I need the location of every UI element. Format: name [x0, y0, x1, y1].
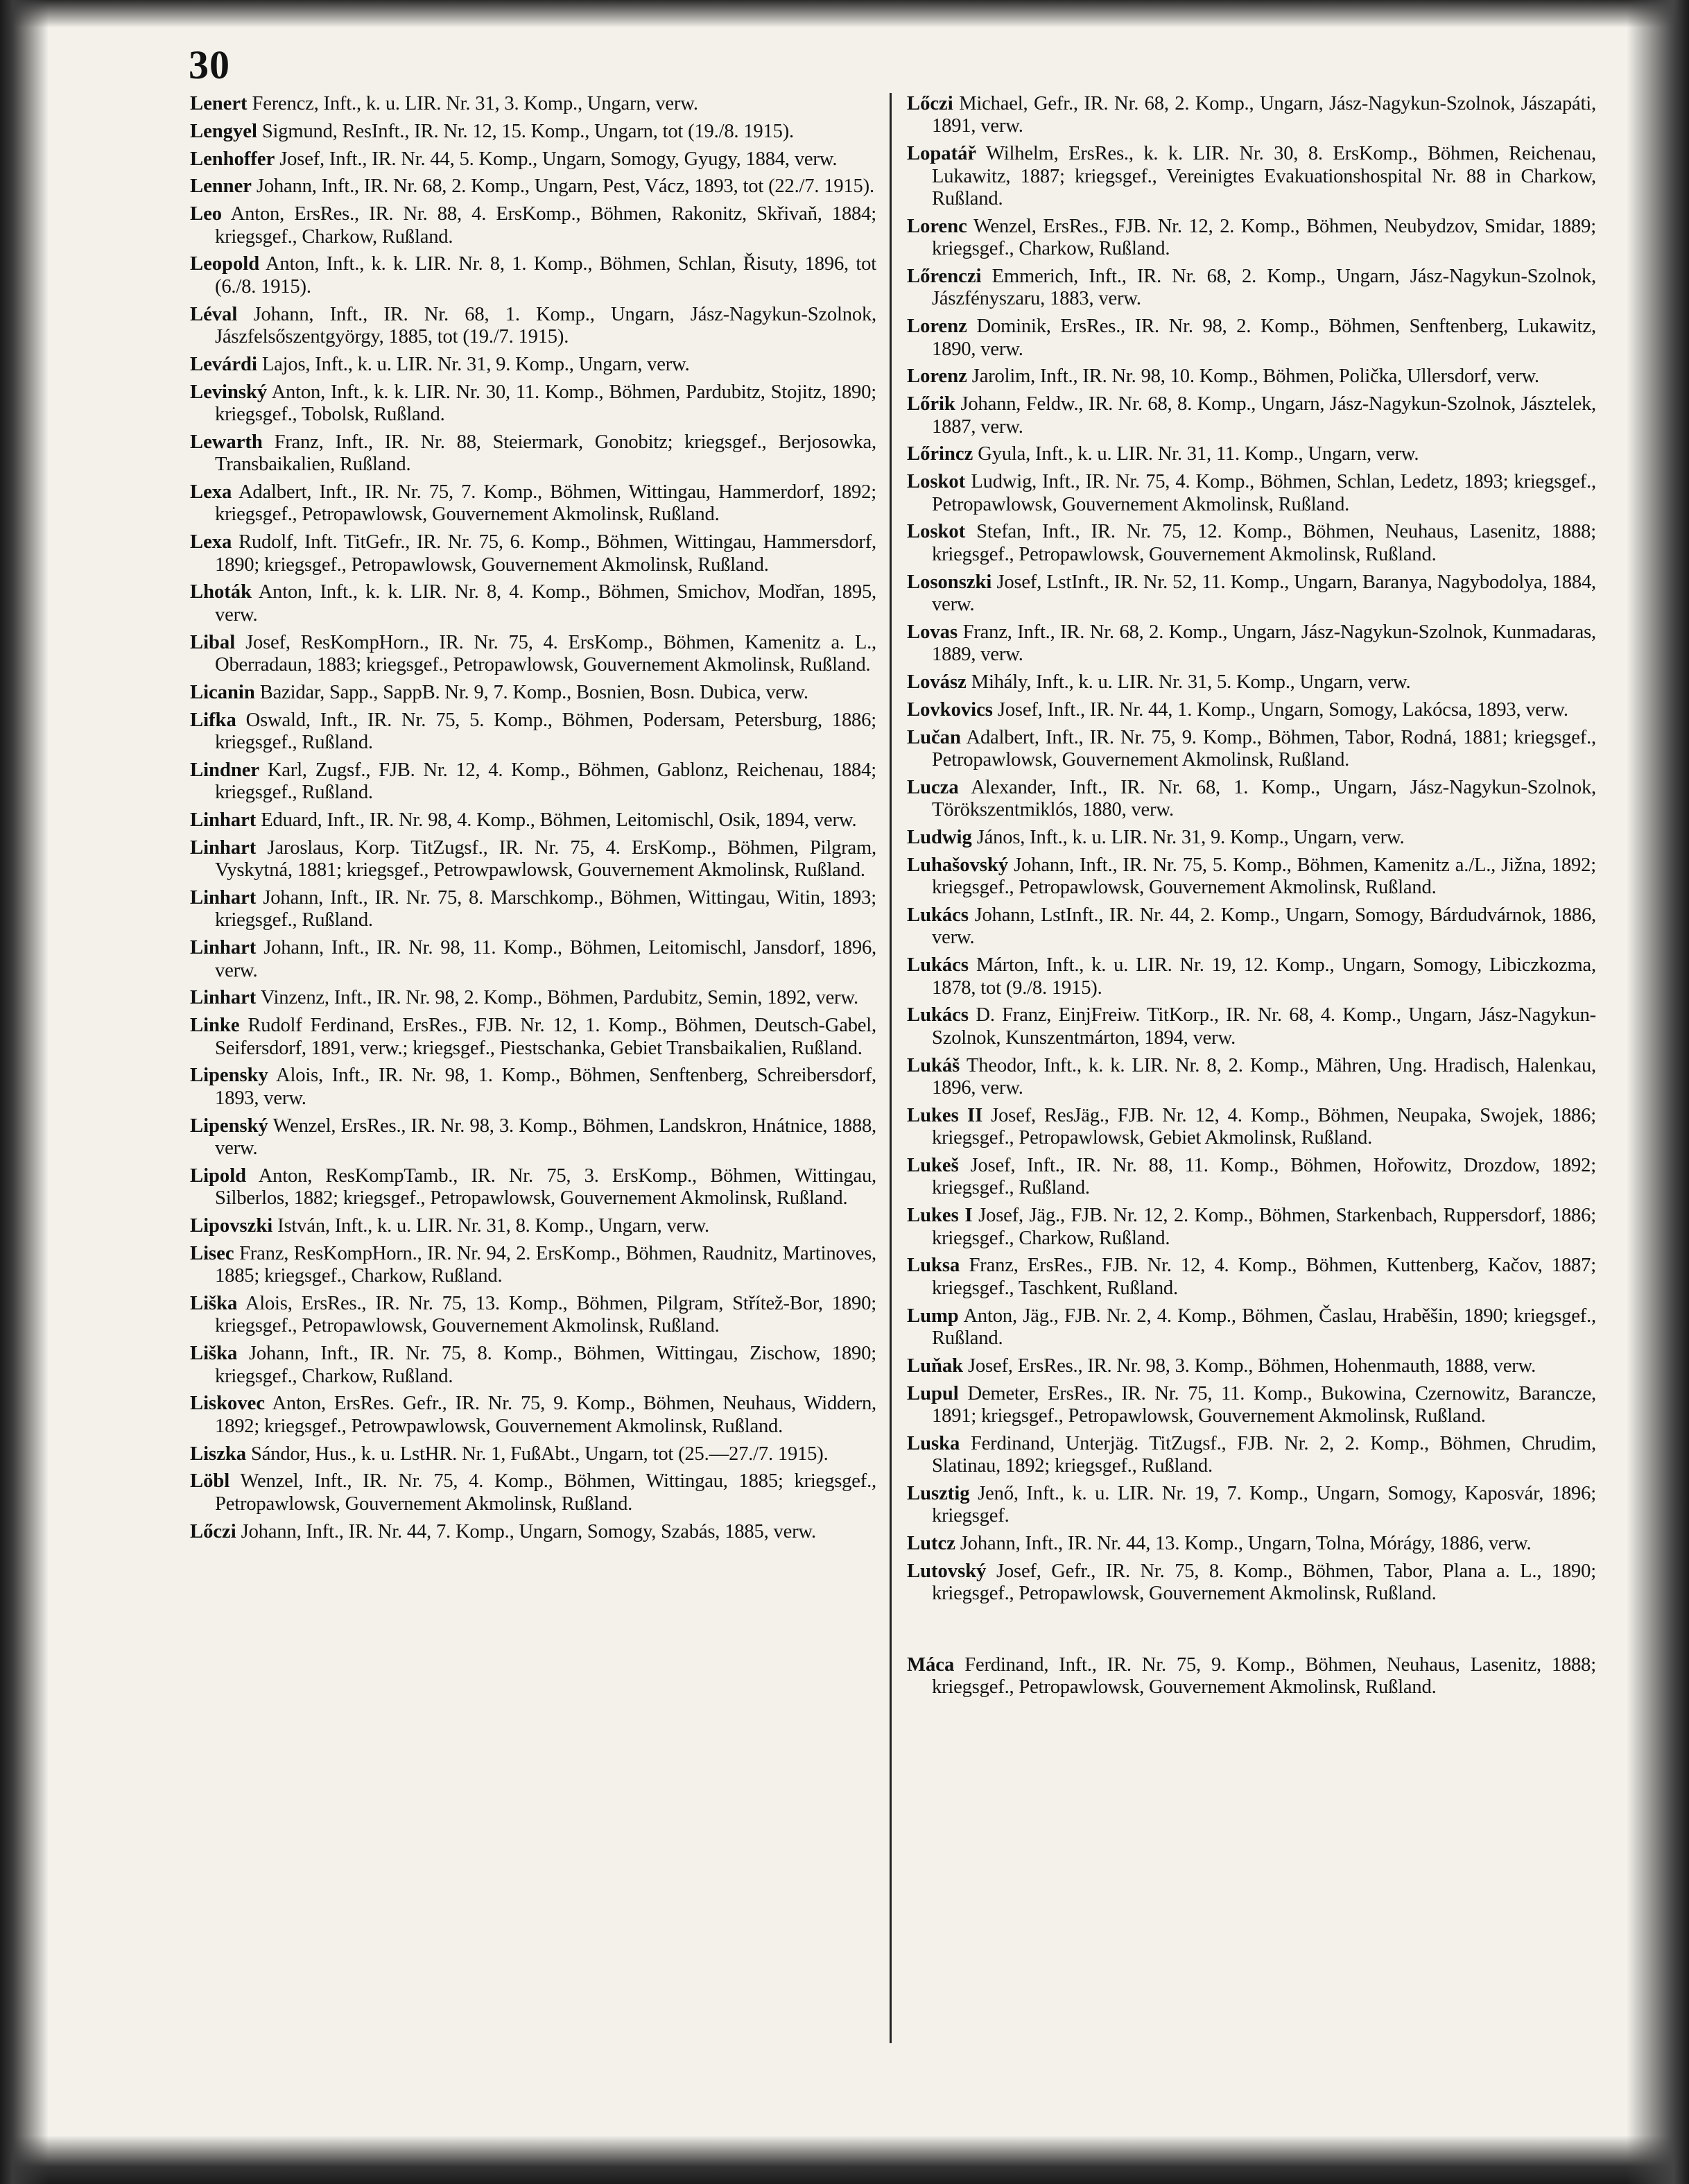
entry-surname: Lőczi — [907, 93, 953, 114]
list-entry — [190, 1015, 876, 1060]
list-entry — [190, 809, 876, 832]
list-entry — [190, 481, 876, 526]
entry-surname: Lukes II — [907, 1104, 983, 1126]
list-entry — [190, 148, 876, 171]
list-entry — [907, 571, 1596, 617]
list-entry — [190, 1165, 876, 1210]
list-entry — [190, 837, 876, 882]
entry-details: Wenzel, ErsRes., IR. Nr. 98, 3. Komp., Böhmen, Landskron, Hnátnice, 1888, verw. — [215, 1115, 876, 1160]
list-entry — [190, 354, 876, 376]
entry-details: Franz, Inft., IR. Nr. 88, Steiermark, Gonobitz; kriegsgef., Berjosowka, Transbaikalien, Rußland. — [215, 431, 876, 476]
entry-details: Franz, Inft., IR. Nr. 68, 2. Komp., Ungarn, Jász-Nagykun-Szolnok, Kunmadaras, 1889, verw. — [932, 621, 1596, 666]
entry-details: Eduard, Inft., IR. Nr. 98, 4. Komp., Böhmen, Leitomischl, Osik, 1894, verw. — [256, 809, 857, 832]
entry-surname: Liška — [190, 1293, 238, 1315]
list-entry — [907, 1533, 1596, 1555]
entry-details: Sigmund, ResInft., IR. Nr. 12, 15. Komp., Ungarn, tot (19./8. 1915). — [257, 120, 794, 142]
entry-surname: Liška — [190, 1343, 238, 1365]
entry-details: Oswald, Inft., IR. Nr. 75, 5. Komp., Böhmen, Podersam, Petersburg, 1886; kriegsgef., Rußland. — [215, 709, 876, 754]
list-entry — [907, 1055, 1596, 1100]
entry-details: Mihály, Inft., k. u. LIR. Nr. 31, 5. Komp., Ungarn, verw. — [966, 671, 1411, 694]
entry-details: Emmerich, Inft., IR. Nr. 68, 2. Komp., Ungarn, Jász-Nagykun-Szolnok, Jászfényszaru, 1883, verw. — [932, 266, 1596, 310]
entry-surname: Linhart — [190, 937, 257, 959]
entry-details: Johann, Inft., IR. Nr. 75, 5. Komp., Böhmen, Kamenitz a./L., Jižna, 1892; kriegsgef., Petropawlowsk, Gouvernement Akmolinsk, Rußland. — [932, 854, 1596, 899]
entry-details: Johann, LstInft., IR. Nr. 44, 2. Komp., Ungarn, Somogy, Bárdudvárnok, 1886, verw. — [932, 904, 1596, 949]
list-entry — [190, 381, 876, 427]
entry-details: Johann, Inft., IR. Nr. 75, 8. Marschkomp., Böhmen, Wittingau, Witin, 1893; kriegsgef., Rußland. — [215, 887, 876, 931]
entry-surname: Ludwig — [907, 827, 972, 849]
entry-surname: Lőrik — [907, 393, 955, 415]
list-entry — [190, 1521, 876, 1543]
entry-surname: Losonszki — [907, 571, 992, 593]
entry-details: Ludwig, Inft., IR. Nr. 75, 4. Komp., Böhmen, Schlan, Ledetz, 1893; kriegsgef., Petropawlowsk, Gouvernement Akmolinsk, Rußland. — [932, 471, 1596, 515]
entry-details: Michael, Gefr., IR. Nr. 68, 2. Komp., Ungarn, Jász-Nagykun-Szolnok, Jászapáti, 1891, verw. — [932, 93, 1596, 137]
entry-details: Wenzel, Inft., IR. Nr. 75, 4. Komp., Böhmen, Wittingau, 1885; kriegsgef., Petropawlowsk, Gouvernement Akmolinsk, Rußland. — [215, 1470, 876, 1515]
entry-surname: Lovkovics — [907, 698, 993, 721]
list-entry — [190, 682, 876, 704]
entry-details: Josef, Gefr., IR. Nr. 75, 8. Komp., Böhmen, Tabor, Plana a. L., 1890; kriegsgef., Petropawlowsk, Gouvernement Akmolinsk, Rußland. — [932, 1560, 1596, 1605]
entry-details: István, Inft., k. u. LIR. Nr. 31, 8. Komp., Ungarn, verw. — [272, 1215, 709, 1237]
entry-surname: Luksa — [907, 1255, 960, 1277]
entry-details: Johann, Feldw., IR. Nr. 68, 8. Komp., Ungarn, Jász-Nagykun-Szolnok, Jásztelek, 1887, verw. — [932, 393, 1596, 438]
list-entry — [190, 1115, 876, 1160]
list-entry — [907, 727, 1596, 772]
entry-surname: Licanin — [190, 681, 255, 703]
entry-surname: Lukács — [907, 954, 969, 977]
list-entry — [190, 253, 876, 298]
entry-surname: Linhart — [190, 987, 257, 1009]
entry-details: Anton, Inft., k. k. LIR. Nr. 30, 11. Komp., Böhmen, Pardubitz, Stojitz, 1890; kriegsgef., Tobolsk, Rußland. — [215, 381, 876, 425]
entry-surname: Luhašovský — [907, 854, 1009, 876]
entry-surname: Lutovský — [907, 1560, 987, 1583]
list-entry — [190, 304, 876, 349]
entry-details: Josef, Inft., IR. Nr. 44, 1. Komp., Ungarn, Somogy, Lakócsa, 1893, verw. — [992, 698, 1568, 721]
list-entry — [907, 1105, 1596, 1150]
list-entry — [907, 471, 1596, 516]
entry-details: D. Franz, EinjFreiw. TitKorp., IR. Nr. 68, 4. Komp., Ungarn, Jász-Nagykun-Szolnok, Kunszentmárton, 1894, verw. — [932, 1004, 1596, 1049]
entry-details: Gyula, Inft., k. u. LIR. Nr. 31, 11. Komp., Ungarn, verw. — [973, 443, 1419, 465]
entry-details: Johann, Inft., IR. Nr. 44, 13. Komp., Ungarn, Tolna, Mórágy, 1886, verw. — [955, 1533, 1532, 1555]
entry-surname: Lipensky — [190, 1065, 268, 1087]
entry-surname: Lovász — [907, 671, 967, 694]
entry-details: Josef, Jäg., FJB. Nr. 12, 2. Komp., Böhmen, Starkenbach, Ruppersdorf, 1886; kriegsgef., Charkow, Rußland. — [932, 1205, 1596, 1249]
entry-details: Josef, Inft., IR. Nr. 88, 11. Komp., Böhmen, Hořowitz, Drozdow, 1892; kriegsgef., Rußland. — [932, 1155, 1596, 1199]
entry-surname: Linhart — [190, 809, 257, 832]
entry-details: Ferencz, Inft., k. u. LIR. Nr. 31, 3. Komp., Ungarn, verw. — [247, 93, 698, 114]
entry-details: Anton, ErsRes. Gefr., IR. Nr. 75, 9. Komp., Böhmen, Neuhaus, Widdern, 1892; kriegsgef., Petrowpawlowsk, Gouvernement Akmolinsk, Rußland. — [215, 1393, 876, 1437]
list-entry — [907, 777, 1596, 822]
entry-surname: Lipenský — [190, 1115, 268, 1137]
list-entry — [907, 393, 1596, 438]
list-entry — [907, 1305, 1596, 1350]
page-number: 30 — [189, 42, 230, 87]
list-entry — [907, 1205, 1596, 1250]
column-divider — [890, 93, 892, 2043]
entry-surname: Lorenz — [907, 316, 967, 338]
entry-details: János, Inft., k. u. LIR. Nr. 31, 9. Komp., Ungarn, verw. — [971, 827, 1405, 849]
list-entry — [907, 266, 1596, 311]
entry-surname: Lipovszki — [190, 1215, 273, 1237]
entry-details: Jaroslaus, Korp. TitZugsf., IR. Nr. 75, 4. ErsKomp., Böhmen, Pilgram, Vyskytná, 1881; kriegsgef., Petrowpawlowsk, Gouvernement Akmolinsk, Rußland. — [215, 836, 876, 882]
list-entry — [907, 1560, 1596, 1606]
entry-surname: Loskot — [907, 521, 966, 543]
entry-surname: Linhart — [190, 836, 257, 859]
entry-surname: Lenert — [190, 93, 248, 114]
list-entry — [907, 1433, 1596, 1478]
entry-details: Franz, ErsRes., FJB. Nr. 12, 4. Komp., Böhmen, Kuttenberg, Kačov, 1887; kriegsgef., Taschkent, Rußland. — [932, 1255, 1596, 1299]
entry-details: Johann, Inft., IR. Nr. 68, 1. Komp., Ungarn, Jász-Nagykun-Szolnok, Jászfelsőszentgyörgy, 1885, tot (19./7. 1915). — [215, 303, 876, 347]
list-entry — [907, 621, 1596, 667]
list-entry — [190, 93, 876, 115]
entry-details: Josef, ResJäg., FJB. Nr. 12, 4. Komp., Böhmen, Neupaka, Swojek, 1886; kriegsgef., Petropawlowsk, Gebiet Akmolinsk, Rußland. — [932, 1104, 1596, 1149]
list-entry — [190, 1470, 876, 1515]
entry-surname: Lukeš — [907, 1155, 959, 1177]
list-entry — [190, 1065, 876, 1110]
entry-surname: Lőrenczi — [907, 266, 982, 288]
entry-details: Johann, Inft., IR. Nr. 98, 11. Komp., Böhmen, Leitomischl, Jansdorf, 1896, verw. — [215, 937, 876, 981]
list-entry — [907, 1155, 1596, 1200]
list-entry — [907, 827, 1596, 849]
entry-surname: Lump — [907, 1305, 959, 1327]
list-entry — [190, 431, 876, 476]
list-entry — [907, 1355, 1596, 1377]
list-entry — [907, 954, 1596, 999]
entry-details: Josef, ErsRes., IR. Nr. 98, 3. Komp., Böhmen, Hohenmauth, 1888, verw. — [963, 1355, 1536, 1377]
list-entry — [190, 581, 876, 626]
entry-details: Wenzel, ErsRes., FJB. Nr. 12, 2. Komp., Böhmen, Neubydzov, Smidar, 1889; kriegsgef., Charkow, Rußland. — [932, 215, 1596, 260]
entry-surname: Léval — [190, 303, 238, 325]
entry-details: Sándor, Hus., k. u. LstHR. Nr. 1, FußAbt., Ungarn, tot (25.—27./7. 1915). — [246, 1443, 829, 1465]
entry-surname: Lisec — [190, 1242, 234, 1264]
entry-surname: Lorenz — [907, 366, 967, 388]
entry-details: Josef, ResKompHorn., IR. Nr. 75, 4. ErsKomp., Böhmen, Kamenitz a. L., Oberradaun, 1883; kriegsgef., Petropawlowsk, Gouvernement Akmolinsk, Rußland. — [215, 631, 876, 676]
entry-details: Adalbert, Inft., IR. Nr. 75, 9. Komp., Böhmen, Tabor, Rodná, 1881; kriegsgef., Petropawlowsk, Gouvernement Akmolinsk, Rußland. — [932, 726, 1596, 771]
right-column — [907, 93, 1596, 1704]
entry-surname: Linhart — [190, 887, 257, 909]
entry-surname: Lexa — [190, 531, 232, 553]
entry-details: Alois, Inft., IR. Nr. 98, 1. Komp., Böhmen, Senftenberg, Schreibersdorf, 1893, verw. — [215, 1065, 876, 1109]
entry-details: Anton, ErsRes., IR. Nr. 88, 4. ErsKomp., Böhmen, Rakonitz, Skřivaň, 1884; kriegsgef., Charkow, Rußland. — [215, 203, 876, 248]
entry-details: Johann, Inft., IR. Nr. 75, 8. Komp., Böhmen, Wittingau, Zischow, 1890; kriegsgef., Charkow, Rußland. — [215, 1343, 876, 1387]
entry-surname: Lučan — [907, 726, 961, 748]
entry-details: Johann, Inft., IR. Nr. 44, 7. Komp., Ungarn, Somogy, Szabás, 1885, verw. — [236, 1520, 816, 1542]
entry-details: Anton, Inft., k. k. LIR. Nr. 8, 1. Komp., Böhmen, Schlan, Řisuty, 1896, tot (6./8. 1915). — [215, 253, 876, 298]
entry-surname: Lindner — [190, 759, 260, 781]
entry-surname: Lopatář — [907, 143, 977, 165]
entry-surname: Lutcz — [907, 1533, 955, 1555]
entry-details: Rudolf Ferdinand, ErsRes., FJB. Nr. 12, 1. Komp., Böhmen, Deutsch-Gabel, Seifersdorf, 1891, verw.; kriegsgef., Piestschanka, Gebiet Transbaikalien, Rußland. — [215, 1015, 876, 1059]
entry-details: Márton, Inft., k. u. LIR. Nr. 19, 12. Komp., Ungarn, Somogy, Libiczkozma, 1878, tot (9./8. 1915). — [932, 954, 1596, 999]
entry-surname: Levárdi — [190, 353, 257, 375]
list-entry — [907, 1383, 1596, 1428]
entry-surname: Lewarth — [190, 431, 263, 453]
entry-surname: Lengyel — [190, 120, 257, 142]
entry-surname: Loskot — [907, 471, 966, 493]
entry-surname: Liszka — [190, 1443, 247, 1465]
entry-surname: Máca — [907, 1653, 955, 1676]
entry-surname: Lovas — [907, 621, 958, 643]
entry-surname: Lucza — [907, 776, 959, 798]
entry-details: Franz, ResKompHorn., IR. Nr. 94, 2. ErsKomp., Böhmen, Raudnitz, Martinoves, 1885; kriegsgef., Charkow, Rußland. — [215, 1242, 876, 1287]
entry-details: Josef, LstInft., IR. Nr. 52, 11. Komp., Ungarn, Baranya, Nagybodolya, 1884, verw. — [932, 571, 1596, 616]
entry-surname: Lukes I — [907, 1205, 973, 1227]
list-entry — [190, 632, 876, 677]
list-entry — [907, 143, 1596, 210]
list-entry — [907, 671, 1596, 694]
entry-details: Ferdinand, Inft., IR. Nr. 75, 9. Komp., Böhmen, Neuhaus, Lasenitz, 1888; kriegsgef., Petropawlowsk, Gouvernement Akmolinsk, Rußland. — [932, 1653, 1596, 1699]
entry-details: Wilhelm, ErsRes., k. k. LIR. Nr. 30, 8. ErsKomp., Böhmen, Reichenau, Lukawitz, 1887; kriegsgef., Vereinigtes Evakuationshospital Nr. 88 in Charkow, Rußland. — [932, 143, 1596, 210]
list-entry — [907, 316, 1596, 361]
entry-details: Rudolf, Inft. TitGefr., IR. Nr. 75, 6. Komp., Böhmen, Wittingau, Hammersdorf, 1890; kriegsgef., Petropawlowsk, Gouvernement Akmolinsk, Rußland. — [215, 531, 876, 576]
list-entry — [907, 443, 1596, 465]
list-entry — [190, 710, 876, 755]
entry-details: Jenő, Inft., k. u. LIR. Nr. 19, 7. Komp., Ungarn, Somogy, Kaposvár, 1896; kriegsgef. — [932, 1483, 1596, 1527]
list-entry — [907, 366, 1596, 388]
entry-details: Adalbert, Inft., IR. Nr. 75, 7. Komp., Böhmen, Wittingau, Hammerdorf, 1892; kriegsgef., Petropawlowsk, Gouvernement Akmolinsk, Rußland. — [215, 481, 876, 526]
entry-details: Josef, Inft., IR. Nr. 44, 5. Komp., Ungarn, Somogy, Gyugy, 1884, verw. — [275, 148, 838, 170]
list-entry — [907, 216, 1596, 261]
entry-surname: Liskovec — [190, 1393, 266, 1415]
entry-details: Anton, ResKompTamb., IR. Nr. 75, 3. ErsKomp., Böhmen, Wittingau, Silberlos, 1882; kriegsgef., Petropawlowsk, Gouvernement Akmolinsk, Rußland. — [215, 1164, 876, 1210]
entry-details: Jarolim, Inft., IR. Nr. 98, 10. Komp., Böhmen, Polička, Ullersdorf, verw. — [967, 366, 1539, 388]
entry-surname: Lukáš — [907, 1054, 960, 1076]
list-entry — [190, 887, 876, 932]
list-entry — [190, 1293, 876, 1338]
entry-surname: Löbl — [190, 1470, 230, 1493]
left-column — [190, 93, 876, 1548]
list-entry — [190, 531, 876, 576]
list-entry — [190, 759, 876, 805]
list-entry — [190, 121, 876, 143]
entry-details: Karl, Zugsf., FJB. Nr. 12, 4. Komp., Böhmen, Gablonz, Reichenau, 1884; kriegsgef., Rußland. — [215, 759, 876, 804]
entry-details: Stefan, Inft., IR. Nr. 75, 12. Komp., Böhmen, Neuhaus, Lasenitz, 1888; kriegsgef., Petropawlowsk, Gouvernement Akmolinsk, Rußland. — [932, 521, 1596, 565]
entry-details: Vinzenz, Inft., IR. Nr. 98, 2. Komp., Böhmen, Pardubitz, Semin, 1892, verw. — [256, 987, 858, 1009]
entry-surname: Leopold — [190, 253, 260, 275]
entry-surname: Lipold — [190, 1164, 247, 1187]
entry-surname: Libal — [190, 631, 236, 653]
entry-surname: Lifka — [190, 709, 236, 731]
entry-details: Anton, Inft., k. k. LIR. Nr. 8, 4. Komp., Böhmen, Smichov, Modřan, 1895, verw. — [215, 581, 876, 626]
entry-details: Anton, Jäg., FJB. Nr. 2, 4. Komp., Böhmen, Časlau, Hraběšin, 1890; kriegsgef., Rußland. — [932, 1305, 1596, 1350]
list-entry — [190, 937, 876, 982]
list-entry — [907, 1004, 1596, 1049]
entry-surname: Lenhoffer — [190, 148, 275, 170]
entry-details: Alois, ErsRes., IR. Nr. 75, 13. Komp., Böhmen, Pilgram, Střítež-Bor, 1890; kriegsgef., Petropawlowsk, Gouvernement Akmolinsk, Rußland. — [215, 1293, 876, 1337]
list-entry — [190, 175, 876, 198]
list-entry — [907, 1654, 1596, 1699]
entry-details: Dominik, ErsRes., IR. Nr. 98, 2. Komp., Böhmen, Senftenberg, Lukawitz, 1890, verw. — [932, 316, 1596, 360]
entry-surname: Lenner — [190, 175, 252, 198]
entry-surname: Lhoták — [190, 581, 252, 603]
list-entry — [907, 699, 1596, 721]
entry-surname: Linke — [190, 1015, 240, 1037]
entry-details: Johann, Inft., IR. Nr. 68, 2. Komp., Ungarn, Pest, Vácz, 1893, tot (22./7. 1915). — [251, 175, 874, 198]
entry-surname: Luska — [907, 1432, 960, 1454]
entry-details: Lajos, Inft., k. u. LIR. Nr. 31, 9. Komp., Ungarn, verw. — [257, 353, 690, 375]
list-entry — [190, 1215, 876, 1237]
entry-surname: Lusztig — [907, 1483, 970, 1505]
entry-surname: Luňak — [907, 1355, 964, 1377]
entry-surname: Lőrincz — [907, 443, 973, 465]
entry-details: Demeter, ErsRes., IR. Nr. 75, 11. Komp., Bukowina, Czernowitz, Barancze, 1891; kriegsgef., Petropawlowsk, Gouvernement Akmolinsk, Rußland. — [932, 1382, 1596, 1427]
entry-details: Ferdinand, Unterjäg. TitZugsf., FJB. Nr. 2, 2. Komp., Böhmen, Chrudim, Slatinau, 1892; kriegsgef., Rußland. — [932, 1432, 1596, 1477]
entry-surname: Lupul — [907, 1382, 959, 1404]
list-entry — [190, 1393, 876, 1438]
entry-surname: Lorenc — [907, 215, 967, 237]
entry-surname: Leo — [190, 203, 223, 225]
list-entry — [190, 1443, 876, 1465]
entry-surname: Levinský — [190, 381, 268, 403]
list-entry — [907, 521, 1596, 566]
entry-surname: Lexa — [190, 481, 232, 503]
entry-surname: Lőczi — [190, 1520, 236, 1542]
list-entry — [907, 854, 1596, 900]
entry-surname: Lukács — [907, 1004, 969, 1026]
list-entry — [190, 203, 876, 248]
list-entry — [907, 904, 1596, 949]
list-entry — [907, 1255, 1596, 1300]
list-entry — [907, 1483, 1596, 1528]
entry-details: Alexander, Inft., IR. Nr. 68, 1. Komp., Ungarn, Jász-Nagykun-Szolnok, Törökszentmiklós, 1880, verw. — [932, 776, 1596, 821]
list-entry — [907, 93, 1596, 138]
entry-details: Bazidar, Sapp., SappB. Nr. 9, 7. Komp., Bosnien, Bosn. Dubica, verw. — [254, 681, 808, 703]
list-entry — [190, 987, 876, 1009]
list-entry — [190, 1343, 876, 1388]
list-entry — [190, 1243, 876, 1288]
entry-details: Theodor, Inft., k. k. LIR. Nr. 8, 2. Komp., Mähren, Ung. Hradisch, Halenkau, 1896, verw. — [932, 1054, 1596, 1099]
entry-surname: Lukács — [907, 904, 969, 927]
